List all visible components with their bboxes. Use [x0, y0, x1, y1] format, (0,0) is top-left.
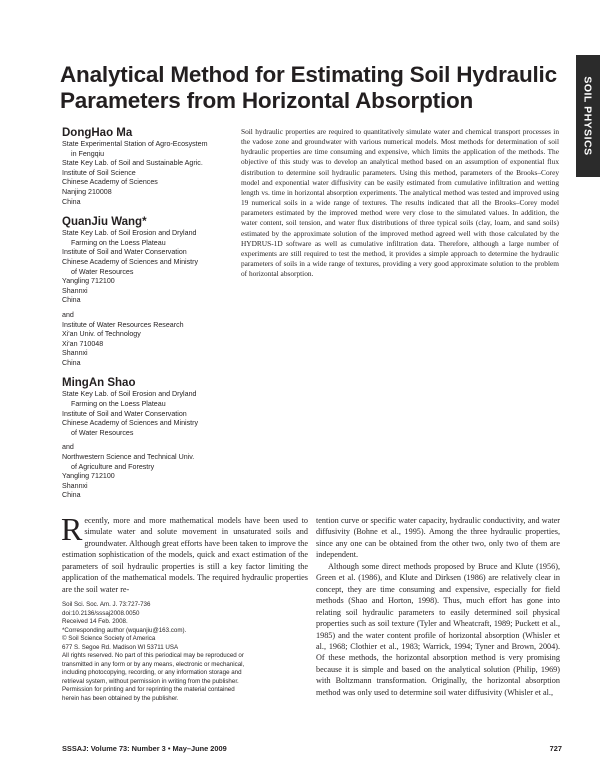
- abstract: Soil hydraulic properties are required to quantitatively simulate water and chemical transport processes in the vadose zone and groundwater with various numerical models. Most methods for determination of soil hydraulic properties are time consuming and expensive, which limits the application of the methods. The objective of this study was to develop an analytical method based on an assumption of exponential flux distribution to determine soil hydraulic parameters. Using this method, parameters of the Brooks–Corey model and exponential water diffusivity can be easily estimated from cumulative infiltration and wetting length vs. time in horizontal absorption experiments. The analytical method was tested and improved using 19 numerical soils in a wide range of textures. The results indicated that all the Brooks–Corey model parameters estimated by the improved method were very close to the simulated values. In addition, the water content, soil tension, and water flux distributions of three typical soils (clay, loam, and sand soils) estimated by the approximate solution of the improved method agreed well with those calculated by the HYDRUS-1D software as well as cumulative infiltration data. Therefore, although a large number of experiments are still required to test the method, it provides a simple approach to determine the hydraulic parameters of soils in a wide range of textures, providing a very good approximate solution to the problem of horizontal absorption.: [241, 127, 559, 279]
- footnote-line: Soil Sci. Soc. Am. J. 73:727-736: [62, 601, 151, 609]
- affiliation-line: of Water Resources: [71, 428, 134, 437]
- affiliation-line: Institute of Soil and Water Conservation: [62, 409, 187, 418]
- intro-text: ecently, more and more mathematical models have been used to simulate water and solute movement in unsaturated soils and groundwater. Although great efforts have been taken to improve the estimation sophistication of the models, quick and exact estimation of the parameters of soil hydraulic properties is still a key factor limiting the application of the mathematical models. The required hydraulic properties are the soil water re-: [62, 516, 308, 594]
- affiliation-line: China: [62, 197, 81, 206]
- affiliation-line: State Key Lab. of Soil Erosion and Dryland: [62, 390, 197, 399]
- affiliation-line: and: [62, 310, 74, 319]
- affiliation-line: China: [62, 358, 81, 367]
- body-right-column: [316, 515, 560, 698]
- affiliation-line: Xi'an 710048: [62, 339, 104, 348]
- affiliation-line: Yangling 712100: [62, 472, 115, 481]
- affiliation-line: Shannxi: [62, 349, 88, 358]
- section-tab: [576, 55, 600, 177]
- footnote-line: © Soil Science Society of America: [62, 635, 156, 643]
- author-affiliations: [62, 126, 232, 501]
- footnote-line: All rights reserved. No part of this periodical may be reproduced or: [62, 652, 244, 660]
- body-paragraph-1: tention curve or specific water capacity, hydraulic conductivity, and water diffusivity (Bohne et al., 1995). Among the three hydraulic properties, since any one can be obtained from the other two, only two of them are independent.: [316, 516, 560, 560]
- affiliation-line: China: [62, 296, 81, 305]
- body-left-column: [61, 511, 308, 703]
- affiliation-line: of Agriculture and Forestry: [71, 462, 155, 471]
- affiliation-line: of Water Resources: [71, 267, 134, 276]
- affiliation-line: Northwestern Science and Technical Univ.: [62, 453, 195, 462]
- footnote-line: *Corresponding author (wquanjiu@163.com).: [62, 626, 187, 634]
- footnote-line: including photocopying, recording, or any information storage and: [62, 669, 242, 677]
- affiliation-line: Xi'an Univ. of Technology: [62, 330, 141, 339]
- affiliation-line: Yangling 712100: [62, 277, 115, 286]
- affiliation-line: China: [62, 491, 81, 500]
- affiliation-line: Institute of Water Resources Research: [62, 320, 184, 329]
- article-footnote: [62, 601, 308, 703]
- affiliation-line: Institute of Soil and Water Conservation: [62, 248, 187, 257]
- author-name: DongHao Ma: [62, 127, 133, 139]
- journal-citation: SSSAJ: Volume 73: Number 3 • May–June 2009: [62, 744, 227, 753]
- affiliation-line: Chinese Academy of Sciences: [62, 178, 158, 187]
- author-name: MingAn Shao: [62, 377, 136, 390]
- intro-paragraph: [61, 511, 308, 595]
- affiliation-line: Nanjing 210008: [62, 187, 112, 196]
- affiliation-line: Shannxi: [62, 481, 88, 490]
- affiliation-line: in Fengqiu: [71, 149, 105, 158]
- footnote-line: retrieval system, without permission in writing from the publisher.: [62, 677, 239, 685]
- affiliation-line: State Experimental Station of Agro-Ecosystem: [62, 140, 208, 148]
- footnote-line: transmitted in any form or by any means, electronic or mechanical,: [62, 660, 245, 668]
- affiliation-line: State Key Lab. of Soil Erosion and Dryland: [62, 229, 197, 238]
- affiliation-line: Chinese Academy of Sciences and Ministry: [62, 419, 199, 428]
- author-name: QuanJiu Wang*: [62, 216, 147, 229]
- drop-cap: R: [61, 511, 83, 547]
- body-paragraph-2: Although some direct methods proposed by Bruce and Klute (1956), Green et al. (1986), and Klute and Dirksen (1986) are relatively clear in concept, they are time consuming and expensive, especially for field methods (Shao and Horton, 1998). Thus, much effort has gone into relating soil hydraulic parameters to easily determined soil physical properties such as soil texture (Tyler and Wheatcraft, 1989; Puckett et al., 1985) and the water content profile of horizontal absorption (Whisler et al., 1968; Clothier et al., 1983; Warrick, 1994; Tyner and Brown, 2004). Of these methods, the horizontal absorption method is very promising because it is simple and based on the analytical solution (Philip, 1969) with Boltzmann transformation. Originally, the horizontal absorption method was only used to determine soil water diffusivity (Whisler et al.,: [316, 561, 560, 697]
- article-title: Analytical Method for Estimating Soil Hydraulic Parameters from Horizontal Absorption: [60, 62, 557, 113]
- footnote-line: doi:10.2136/sssaj2008.0050: [62, 609, 140, 617]
- affiliation-line: Farming on the Loess Plateau: [71, 400, 166, 409]
- page-number: 727: [549, 744, 562, 753]
- affiliation-line: Chinese Academy of Sciences and Ministry: [62, 257, 199, 266]
- affiliation-line: Shannxi: [62, 286, 88, 295]
- footnote-line: Received 14 Feb. 2008.: [62, 618, 128, 626]
- page-footer: [62, 744, 562, 753]
- footnote-line: herein has been obtained by the publisher.: [62, 694, 179, 702]
- affiliation-line: and: [62, 443, 74, 452]
- affiliation-line: State Key Lab. of Soil and Sustainable Agric.: [62, 159, 203, 168]
- footnote-line: 677 S. Segoe Rd. Madison WI 53711 USA: [62, 643, 179, 651]
- footnote-line: Permission for printing and for reprinting the material contained: [62, 686, 235, 694]
- affiliation-line: Farming on the Loess Plateau: [71, 238, 166, 247]
- section-label: SOIL PHYSICS: [582, 76, 595, 156]
- affiliation-line: Institute of Soil Science: [62, 168, 136, 177]
